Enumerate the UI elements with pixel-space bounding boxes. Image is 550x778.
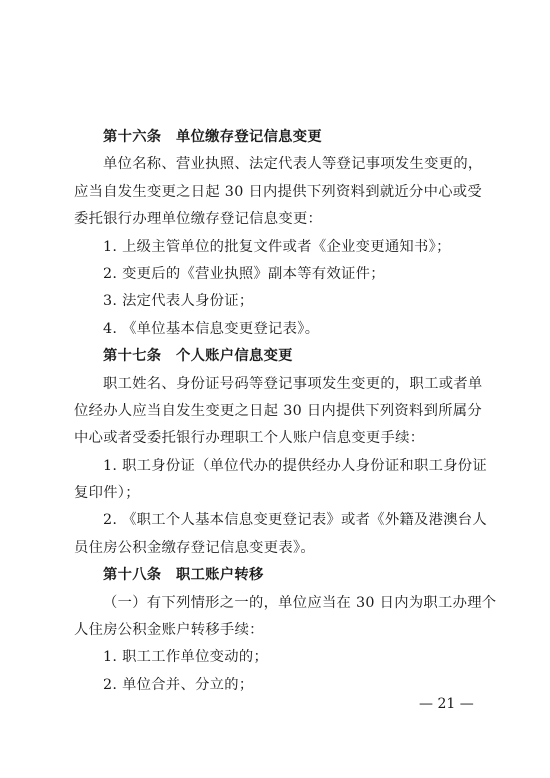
list-item: 1. 职工身份证（单位代办的提供经办人身份证和职工身份证: [103, 457, 488, 474]
list-item: 1. 上级主管单位的批复文件或者《企业变更通知书》；: [103, 238, 451, 255]
paragraph-line: 人住房公积金账户转移手续：: [74, 622, 264, 639]
paragraph-line: （一）有下列情形之一的，单位应当在 30 日内为职工办理个: [103, 594, 497, 611]
article-18-heading: 第十八条 职工账户转移: [103, 567, 264, 584]
paragraph-line: 中心或者受委托银行办理职工个人账户信息变更手续：: [74, 430, 425, 447]
list-item: 2. 《职工个人基本信息变更登记表》或者《外籍及港澳台人: [103, 512, 488, 529]
paragraph-line: 职工姓名、身份证号码等登记事项发生变更的，职工或者单: [103, 375, 483, 392]
document-body: [74, 124, 497, 699]
list-item-continuation: 复印件）；: [74, 485, 140, 502]
paragraph-line: 单位名称、营业执照、法定代表人等登记事项发生变更的，: [103, 156, 483, 173]
article-17-heading: 第十七条 个人账户信息变更: [103, 348, 293, 365]
list-item: 1. 职工工作单位变动的；: [103, 649, 269, 666]
list-item: 3. 法定代表人身份证；: [103, 293, 254, 310]
list-item-continuation: 员住房公积金缴存登记信息变更表》。: [74, 539, 315, 556]
list-item: 4. 《单位基本信息变更登记表》。: [103, 320, 320, 337]
list-item: 2. 单位合并、分立的；: [103, 676, 254, 693]
paragraph-line: 位经办人应当自发生变更之日起 30 日内提供下列资料到所属分: [74, 402, 482, 419]
list-item: 2. 变更后的《营业执照》副本等有效证件；: [103, 265, 385, 282]
page-number: — 21 —: [419, 696, 474, 712]
paragraph-line: 委托银行办理单位缴存登记信息变更：: [74, 211, 323, 228]
paragraph-line: 应当自发生变更之日起 30 日内提供下列资料到就近分中心或受: [74, 183, 482, 200]
article-16-heading: 第十六条 单位缴存登记信息变更: [103, 129, 322, 145]
